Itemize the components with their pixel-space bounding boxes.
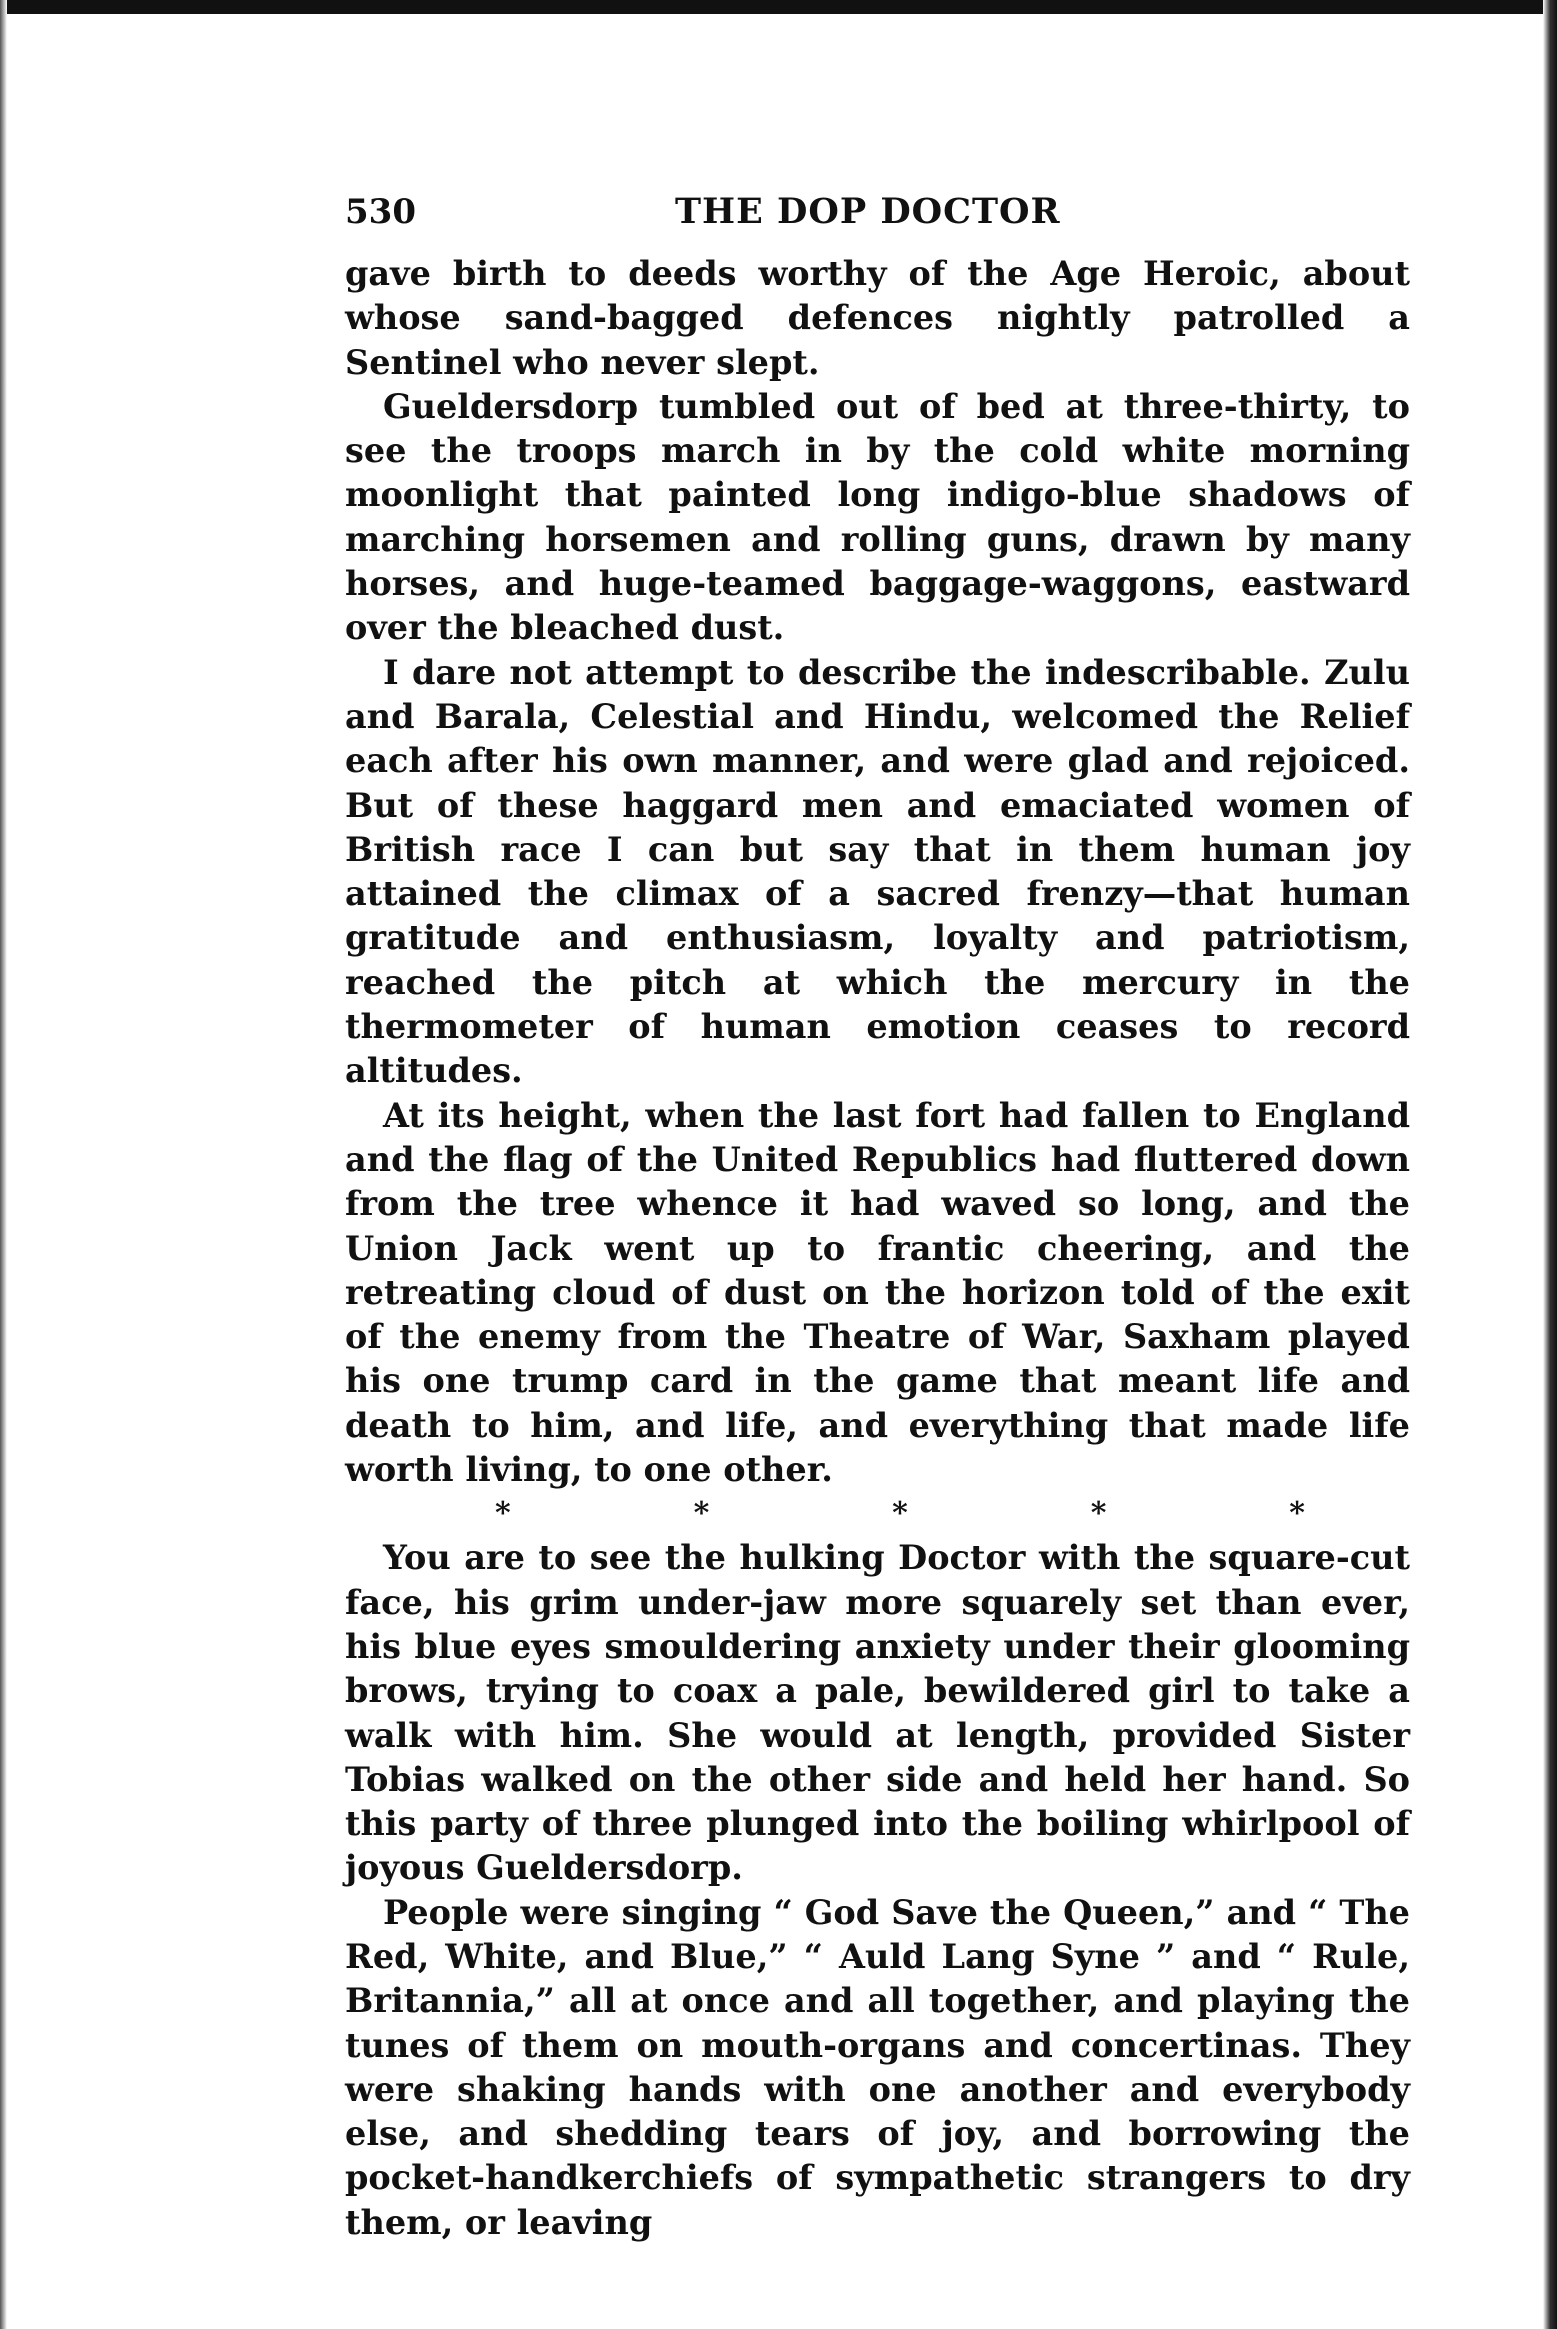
asterisk: * — [495, 1496, 511, 1532]
paragraph: People were singing “ God Save the Queen,” and “ The Red, White, and Blue,” “ Auld Lang Syne ” and “ Rule, Britannia,” all at once and all together, and playing the tunes of them on mouth-organs and concertinas. They were shaking hands with one another and everybody else, and shedding tears of joy, and borrowing the pocket-handkerchiefs of sympathetic strangers to dry them, or leaving — [345, 1892, 1410, 2242]
scan-right-edge — [1543, 0, 1557, 2329]
paragraph: You are to see the hulking Doctor with the square-cut face, his grim under-jaw more squarely set than ever, his blue eyes smouldering anxiety under their glooming brows, trying to coax a pale, bewildered girl to take a walk with him. She would at length, provided Sister Tobias walked on the other side and held her hand. So this party of three plunged into the boiling whirlpool of joyous Gueldersdorp. — [345, 1538, 1410, 1888]
asterisk: * — [1289, 1496, 1305, 1532]
paragraph: Gueldersdorp tumbled out of bed at three-thirty, to see the troops march in by the cold white morning moonlight that painted long indigo-blue shadows of marching horsemen and rolling guns, drawn by many horses, and huge-teamed baggage-waggons, eastward over the bleached dust. — [345, 386, 1410, 648]
paragraph: At its height, when the last fort had fallen to England and the flag of the United Republics had fluttered down from the tree whence it had waved so long, and the Union Jack went up to frantic cheering, and the retreating cloud of dust on the horizon told of the exit of the enemy from the Theatre of War, Saxham played his one trump card in the game that meant life and death to him, and life, and everything that made life worth living, to one other. — [345, 1095, 1410, 1490]
paragraph: I dare not attempt to describe the indescribable. Zulu and Barala, Celestial and Hindu, welcomed the Relief each after his own manner, and were glad and rejoiced. But of these haggard men and emaciated women of British race I can but say that in them human joy attained the climax of a sacred frenzy—that human gratitude and enthusiasm, loyalty and patriotism, reached the pitch at which the mercury in the thermometer of human emotion ceases to record altitudes. — [345, 652, 1410, 1091]
paragraph-continued: gave birth to deeds worthy of the Age Heroic, about whose sand-bagged defences nightly patrolled a Sentinel who never slept. — [345, 254, 1410, 382]
scan-top-border — [0, 0, 1557, 14]
running-title: THE DOP DOCTOR — [675, 191, 1061, 232]
asterisk: * — [693, 1496, 710, 1532]
section-break — [345, 1492, 1410, 1536]
asterisk: * — [892, 1496, 908, 1532]
book-page — [345, 190, 1410, 2245]
page-number: 530 — [345, 192, 416, 232]
scan-left-edge — [0, 0, 7, 2329]
page-header — [345, 190, 1410, 252]
asterisk: * — [1090, 1496, 1107, 1532]
